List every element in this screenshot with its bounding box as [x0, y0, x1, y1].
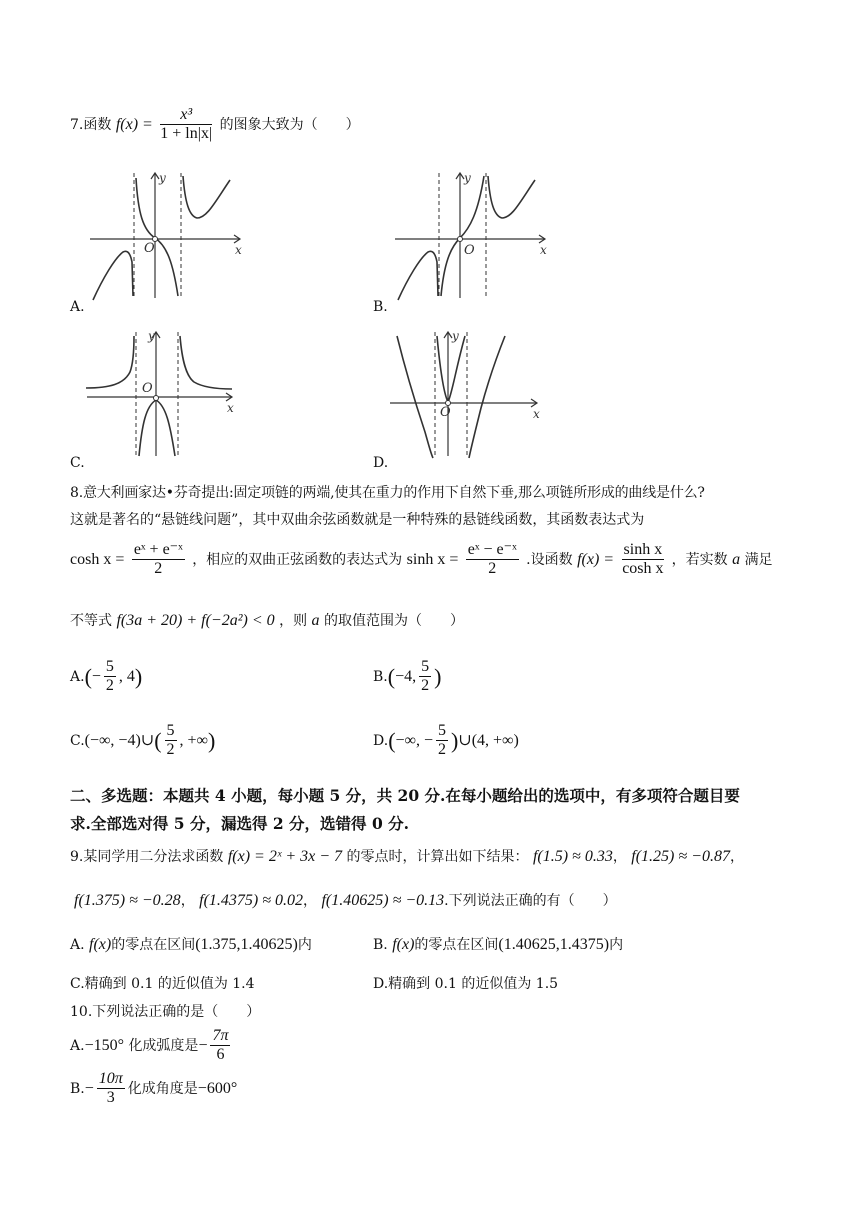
q9-value-5: f(1.40625) ≈ −0.13 — [321, 892, 445, 909]
q9-value-1: f(1.5) ≈ 0.33 — [532, 848, 613, 865]
paren-close: ) — [134, 663, 143, 689]
q7-numerator: x³ — [160, 106, 212, 125]
q7-graph-c[interactable] — [82, 328, 242, 460]
q8-option-c-num: 5 — [165, 722, 177, 741]
q7-graph-b-x: x — [540, 243, 547, 257]
q7-fraction — [160, 106, 212, 144]
q10-option-b-sign: − — [84, 1079, 94, 1097]
q9-option-a-label: A. — [70, 937, 85, 953]
q7-option-c-label[interactable]: C. — [70, 455, 85, 471]
q8-sinh-num: eˣ − e⁻ˣ — [466, 541, 519, 560]
q8-line4-prefix: 不等式 — [70, 613, 112, 629]
q10-option-b-den: 3 — [106, 1089, 115, 1107]
section2-line2: 求.全部选对得 5 分，漏选得 2 分，选错得 0 分. — [70, 814, 410, 833]
q7-option-b-label[interactable]: B. — [373, 299, 388, 315]
q8-option-c-label: C. — [70, 732, 85, 749]
q7-graph-d[interactable] — [385, 328, 545, 460]
q9-option-b-interval: (1.40625,1.4375) — [498, 936, 610, 953]
q7-graph-c-x: x — [227, 401, 234, 415]
q8-f-fraction — [622, 541, 665, 579]
q7-prefix: 7.函数 — [70, 116, 112, 133]
q7-graph-b-y: y — [464, 171, 471, 185]
q9-option-a-interval: (1.375,1.40625) — [195, 936, 298, 953]
paren-open: ( — [387, 663, 396, 689]
paren-close: ) — [450, 727, 459, 753]
section2-line1: 二、多选题：本题共 4 小题，每小题 5 分，共 20 分.在每小题给出的选项中，有多项符合题目要 — [70, 786, 740, 805]
q8-cosh-fraction — [132, 541, 185, 579]
q7-graph-c-y: y — [148, 329, 155, 343]
q8-var-a: a — [732, 550, 741, 568]
q8-sinh-fraction — [466, 541, 519, 579]
q9-option-b[interactable] — [373, 934, 623, 954]
q10-option-b-label: B. — [70, 1080, 85, 1097]
q8-option-a-fraction — [104, 658, 116, 696]
q9-value-3: f(1.375) ≈ −0.28 — [74, 892, 181, 909]
q10-option-b-fraction — [97, 1070, 125, 1108]
q7-suffix: 的图象大致为（ ） — [219, 116, 360, 133]
q9-value-4: f(1.4375) ≈ 0.02 — [199, 892, 304, 909]
q8-option-d-num: 5 — [436, 722, 448, 741]
q7-graph-a[interactable] — [85, 168, 255, 303]
q9-option-a-end: 内 — [297, 937, 312, 953]
q8-option-a-num: 5 — [104, 658, 116, 677]
paren-open: ( — [84, 663, 92, 689]
q9-option-b-f: f(x) — [392, 936, 415, 953]
q10-option-a[interactable] — [70, 1027, 233, 1065]
q8-cosh-lhs: cosh x = — [70, 550, 125, 568]
q8-line1: 8.意大利画家达•芬奇提出:固定项链的两端,使其在重力的作用下自然下垂,那么项链所形成的曲线是什么? — [70, 485, 705, 501]
q10-option-b[interactable] — [70, 1070, 237, 1108]
q8-option-a-post: , 4 — [118, 667, 135, 685]
q8-set-text: .设函数 — [526, 551, 573, 568]
q8-option-c-pre: (−∞, −4)∪ — [84, 731, 155, 749]
q10-option-a-num: 7π — [210, 1027, 230, 1046]
q7-graph-d-x: x — [533, 407, 540, 421]
q7-graph-d-y: y — [452, 329, 459, 343]
paren-open: ( — [154, 727, 162, 753]
q7-option-d-label[interactable]: D. — [373, 455, 389, 471]
q9-option-a-text: 的零点在区间 — [111, 937, 196, 953]
q8-option-c-den: 2 — [166, 741, 175, 759]
q8-option-b-num: 5 — [419, 658, 431, 677]
q7-stem — [70, 106, 360, 144]
q8-option-a-den: 2 — [105, 677, 114, 695]
q8-inequality: f(3a + 20) + f(−2a²) < 0 — [116, 612, 275, 629]
q7-graph-d-origin: O — [440, 405, 451, 420]
q9-value-2: f(1.25) ≈ −0.87 — [631, 848, 730, 865]
q8-tail-text2: 满足 — [744, 551, 773, 568]
q8-option-d-post: ∪(4, +∞) — [458, 731, 519, 749]
q8-option-d-den: 2 — [437, 741, 446, 759]
q7-graph-c-origin: O — [142, 381, 153, 396]
q7-graph-a-x: x — [235, 243, 242, 257]
q8-line2: 这就是著名的“悬链线问题”，其中双曲余弦函数就是一种特殊的悬链线函数，其函数表达式为 — [70, 512, 645, 528]
q7-option-a-label[interactable]: A. — [70, 299, 85, 315]
q8-line4-suffix: 的取值范围为（ ） — [324, 613, 464, 629]
q9-option-a[interactable] — [70, 934, 312, 954]
q8-option-b-pre: −4, — [395, 667, 417, 685]
q8-option-d-pre: −∞, − — [395, 731, 433, 749]
q8-cosh-num: eˣ + e⁻ˣ — [132, 541, 185, 560]
q10-option-b-num: 10π — [97, 1070, 125, 1089]
q10-option-a-label: A. — [70, 1037, 85, 1054]
q8-option-a-label: A. — [70, 668, 85, 685]
q8-option-d-fraction — [436, 722, 448, 760]
q10-option-a-sign: − — [198, 1036, 208, 1054]
paren-open: ( — [388, 727, 396, 753]
q8-line4 — [70, 610, 464, 630]
q9-option-b-label: B. — [373, 937, 388, 953]
q7-denominator: 1 + ln|x| — [160, 125, 213, 143]
q8-cosh-den: 2 — [154, 560, 163, 578]
q8-sinh-lhs: sinh x = — [406, 550, 459, 568]
q8-option-d-label: D. — [373, 732, 389, 749]
q7-graph-a-y: y — [159, 171, 166, 185]
q8-var-a-2: a — [311, 612, 320, 629]
q8-line4-mid: ，则 — [279, 613, 308, 629]
q8-option-b-label: B. — [373, 668, 388, 685]
q10-option-b-text: 化成角度是 — [127, 1080, 198, 1097]
q8-option-b-den: 2 — [421, 677, 430, 695]
q9-line2-suffix: .下列说法正确的有（ ） — [444, 893, 617, 909]
q10-option-a-fraction — [210, 1027, 230, 1065]
q9-line1-prefix: 9.某同学用二分法求函数 — [70, 849, 224, 865]
q10-option-b-value: −600° — [197, 1079, 238, 1097]
q7-graph-a-origin: O — [144, 241, 155, 256]
q10-option-a-text: 化成弧度是 — [128, 1037, 199, 1054]
q8-f-num: sinh x — [622, 541, 665, 560]
q8-option-c-post: , +∞ — [179, 731, 208, 749]
paren-close: ) — [207, 727, 216, 753]
q8-option-b-fraction — [419, 658, 431, 696]
q7-func-lhs: f(x) = — [115, 115, 153, 133]
q10-option-a-den: 6 — [216, 1046, 225, 1064]
q9-option-b-end: 内 — [609, 937, 624, 953]
q8-sinh-den: 2 — [488, 560, 497, 578]
q9-line1: 9.某同学用二分法求函数 f(x) = 2ˣ + 3x − 7 的零点时，计算出如下结果： f(1.5) ≈ 0.33， f(1.25) ≈ −0.87， — [70, 848, 744, 865]
q8-tail-text: ，若实数 — [671, 551, 728, 568]
q9-func: f(x) = 2ˣ + 3x − 7 — [227, 848, 343, 865]
q10-option-a-value: −150° — [84, 1036, 124, 1054]
q9-option-b-text: 的零点在区间 — [414, 937, 499, 953]
q8-f-lhs: f(x) = — [577, 550, 615, 568]
q8-option-d[interactable] — [373, 722, 519, 760]
q8-option-a-pre: − — [91, 667, 101, 685]
q8-f-den: cosh x — [622, 560, 664, 578]
q8-line3 — [70, 541, 773, 579]
q8-mid-text: ，相应的双曲正弦函数的表达式为 — [192, 551, 403, 568]
q10-stem: 10.下列说法正确的是（ ） — [70, 1004, 261, 1020]
q9-line1-mid: 的零点时，计算出如下结果： — [346, 849, 529, 865]
q8-option-c[interactable] — [70, 722, 215, 760]
q8-option-a[interactable] — [70, 658, 142, 696]
q9-option-d[interactable]: D.精确到 0.1 的近似值为 1.5 — [373, 976, 559, 992]
q9-option-c[interactable]: C.精确到 0.1 的近似值为 1.4 — [70, 976, 255, 992]
q8-option-b[interactable] — [373, 658, 441, 696]
q7-graph-b[interactable] — [390, 168, 560, 303]
paren-close: ) — [434, 663, 442, 689]
q9-option-a-f: f(x) — [89, 936, 112, 953]
q8-option-c-fraction — [165, 722, 177, 760]
q7-graph-b-origin: O — [464, 243, 475, 258]
q9-line2: f(1.375) ≈ −0.28， f(1.4375) ≈ 0.02， f(1.40625) ≈ −0.13.下列说法正确的有（ ） — [74, 892, 617, 909]
